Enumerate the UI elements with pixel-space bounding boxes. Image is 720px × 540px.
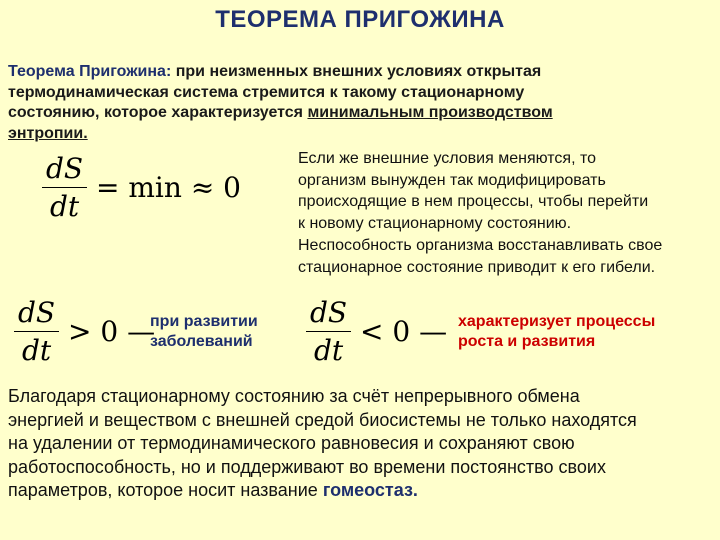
- note-growth-line-2: роста и развития: [458, 333, 596, 350]
- statement-underlined-2: энтропии.: [8, 124, 88, 142]
- note-disease-line-1: при развитии: [150, 313, 258, 330]
- formula-main-fraction: [42, 152, 87, 223]
- statement-line-1: при неизменных внешних условиях открытая: [171, 63, 542, 80]
- note-disease-line-2: заболеваний: [150, 333, 253, 350]
- formula-negative: [306, 296, 447, 367]
- conclusion-line-5: параметров, которое носит название: [8, 480, 323, 500]
- conclusion-line-1: Благодаря стационарному состоянию за счёт непрерывного обмена: [8, 386, 580, 406]
- formula-positive-relation: > 0 —: [68, 315, 156, 348]
- theorem-statement: [8, 62, 713, 144]
- formula-positive-numerator: dS: [14, 296, 59, 332]
- homeostasis-keyword: гомеостаз.: [322, 480, 418, 500]
- formula-main-denominator: dt: [49, 190, 80, 223]
- statement-line-2: термодинамическая система стремится к такому стационарному: [8, 83, 525, 101]
- conclusion-line-4: работоспособность, но и поддерживают во времени постоянство своих: [8, 456, 606, 477]
- formula-positive-denominator: dt: [21, 334, 52, 367]
- statement-line-3: состоянию, которое характеризуется: [8, 104, 308, 121]
- conclusion-paragraph: [8, 385, 713, 503]
- formula-positive-fraction: [14, 296, 59, 367]
- conclusion-line-3: на удалении от термодинамического равновесия и сохраняют свою: [8, 433, 575, 453]
- formula-main-relation: = min ≈ 0: [96, 171, 241, 204]
- slide-title: ТЕОРЕМА ПРИГОЖИНА: [215, 6, 505, 33]
- formula-main-numerator: dS: [42, 152, 87, 188]
- note-growth-line-1: характеризует процессы: [458, 313, 656, 330]
- formula-negative-denominator: dt: [313, 334, 344, 367]
- formula-negative-fraction: [306, 296, 351, 367]
- note-disease: [150, 312, 258, 352]
- formula-positive: [14, 296, 155, 367]
- side-line-4: к новому стационарному состоянию.: [298, 215, 572, 233]
- side-line-6: стационарное состояние приводит к его гибели.: [298, 258, 656, 276]
- conclusion-line-2: энергией и веществом с внешней средой биосистемы не только находятся: [8, 409, 637, 430]
- theorem-name: Теорема Пригожина:: [8, 63, 172, 80]
- side-line-3: происходящие в нем процессы, чтобы перейти: [298, 193, 649, 211]
- side-line-2: организм вынужден так модифицировать: [298, 171, 606, 189]
- formula-main: [42, 152, 241, 223]
- formula-negative-relation: < 0 —: [360, 315, 448, 348]
- side-paragraph: [298, 148, 713, 278]
- statement-underlined-1: минимальным производством: [307, 104, 553, 121]
- side-line-1: Если же внешние условия меняются, то: [298, 150, 597, 167]
- formula-negative-numerator: dS: [306, 296, 351, 332]
- side-line-5: Неспособность организма восстанавливать свое: [298, 236, 663, 254]
- note-growth: [458, 312, 655, 352]
